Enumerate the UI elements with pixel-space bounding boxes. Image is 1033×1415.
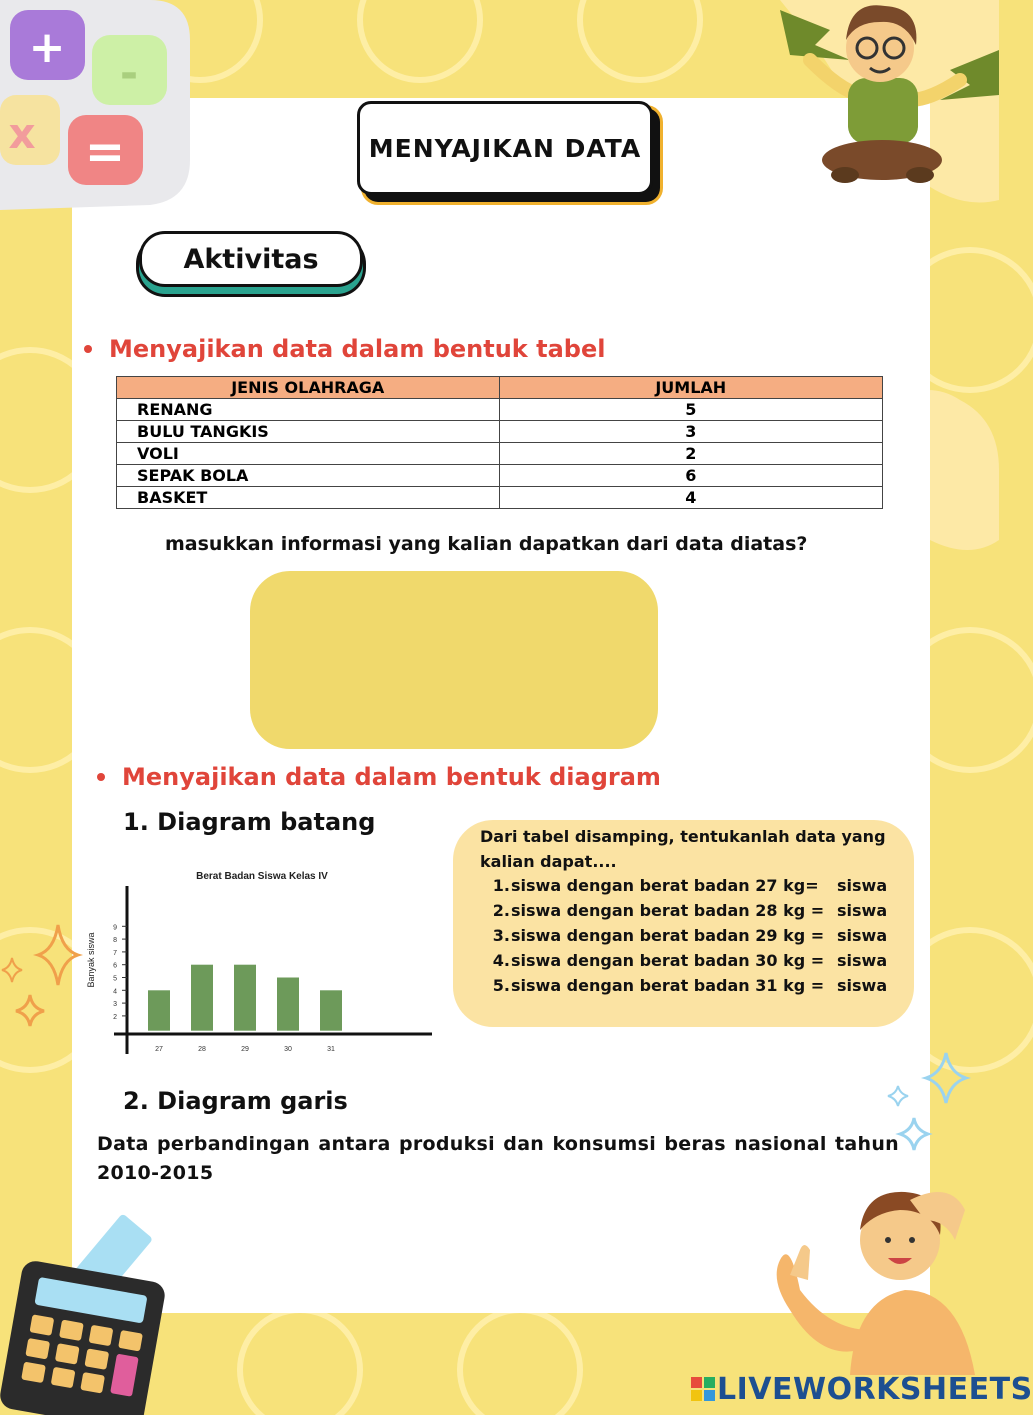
x-tick-label: 29 xyxy=(241,1046,249,1053)
x-tick-label: 28 xyxy=(198,1046,206,1053)
table-header-row xyxy=(117,377,883,399)
count-cell: 3 xyxy=(499,421,882,443)
table-row xyxy=(117,465,883,487)
section-table-heading xyxy=(84,335,605,363)
item-number: 5. xyxy=(492,976,510,995)
table-row xyxy=(117,487,883,509)
item-unit: siswa xyxy=(837,926,888,945)
count-cell: 2 xyxy=(499,443,882,465)
chart-title: Berat Badan Siswa Kelas IV xyxy=(196,871,328,882)
answer-input-box[interactable] xyxy=(250,571,658,749)
y-tick-label: 5 xyxy=(113,975,117,983)
count-cell: 6 xyxy=(499,465,882,487)
item-number: 3. xyxy=(492,926,510,945)
sport-cell: VOLI xyxy=(117,443,500,465)
column-header-count: JUMLAH xyxy=(499,377,882,399)
y-tick-label: 2 xyxy=(113,1013,117,1021)
activity-badge xyxy=(139,231,363,287)
boy-illustration xyxy=(760,1180,999,1375)
svg-text:+: + xyxy=(28,22,66,73)
table-question: masukkan informasi yang kalian dapatkan dari data diatas? xyxy=(165,533,808,555)
bar-29 xyxy=(234,965,256,1031)
list-item[interactable] xyxy=(480,948,900,973)
bullet-icon xyxy=(84,345,92,353)
brand-name: LIVEWORKSHEETS xyxy=(717,1372,1033,1407)
bar-27 xyxy=(148,990,170,1030)
y-tick-label: 8 xyxy=(113,937,117,945)
page-title: MENYAJIKAN DATA xyxy=(368,133,642,163)
svg-text:-: - xyxy=(119,48,139,99)
sport-cell: RENANG xyxy=(117,399,500,421)
item-text: siswa dengan berat badan 31 kg = xyxy=(511,976,825,995)
item-number: 2. xyxy=(492,901,510,920)
y-tick-label: 7 xyxy=(113,949,117,957)
item-text: siswa dengan berat badan 27 kg= xyxy=(511,876,819,895)
item-unit: siswa xyxy=(837,876,888,895)
table-row xyxy=(117,443,883,465)
y-tick-label: 9 xyxy=(113,924,117,932)
brand-icon xyxy=(691,1375,717,1405)
section-diagram-heading-text: Menyajikan data dalam bentuk diagram xyxy=(122,763,661,791)
item-text: siswa dengan berat badan 29 kg = xyxy=(511,926,825,945)
calculator-illustration xyxy=(0,1215,165,1415)
item-unit: siswa xyxy=(837,976,888,995)
page-title-box xyxy=(357,101,653,195)
sport-cell: SEPAK BOLA xyxy=(117,465,500,487)
list-item[interactable] xyxy=(480,873,900,898)
chart-question-list xyxy=(480,873,900,998)
svg-text:=: = xyxy=(84,124,126,180)
sport-cell: BULU TANGKIS xyxy=(117,421,500,443)
item-text: siswa dengan berat badan 30 kg = xyxy=(511,951,825,970)
item-text: siswa dengan berat badan 28 kg = xyxy=(511,901,825,920)
table-row xyxy=(117,399,883,421)
line-chart-description: Data perbandingan antara produksi dan konsumsi beras nasional tahun 2010-2015 xyxy=(97,1133,899,1184)
girl-illustration xyxy=(770,0,999,200)
bar-chart xyxy=(82,858,442,1058)
chart-question-intro: Dari tabel disamping, tentukanlah data yang kalian dapat.... xyxy=(480,827,886,871)
sparkle-icon xyxy=(0,920,80,1030)
count-cell: 4 xyxy=(499,487,882,509)
svg-text:x: x xyxy=(8,109,36,158)
x-tick-label: 27 xyxy=(155,1046,163,1053)
y-tick-label: 6 xyxy=(113,962,117,970)
sports-table xyxy=(116,376,883,509)
item-number: 1. xyxy=(492,876,510,895)
list-item[interactable] xyxy=(480,973,900,998)
bar-31 xyxy=(320,990,342,1030)
activity-label: Aktivitas xyxy=(183,243,319,275)
list-item[interactable] xyxy=(480,923,900,948)
brand-logo[interactable] xyxy=(691,1372,1033,1407)
x-tick-label: 31 xyxy=(327,1046,335,1053)
item-number: 4. xyxy=(492,951,510,970)
bar-chart-heading: 1. Diagram batang xyxy=(123,808,376,836)
sport-cell: BASKET xyxy=(117,487,500,509)
bar-30 xyxy=(277,978,299,1031)
list-item[interactable] xyxy=(480,898,900,923)
x-tick-label: 30 xyxy=(284,1046,292,1053)
section-diagram-heading xyxy=(97,763,661,791)
chart-y-axis-label: Banyak siswa xyxy=(86,932,96,988)
column-header-sport: JENIS OLAHRAGA xyxy=(117,377,500,399)
bar-28 xyxy=(191,965,213,1031)
y-tick-label: 3 xyxy=(113,1001,117,1009)
section-table-heading-text: Menyajikan data dalam bentuk tabel xyxy=(109,335,606,363)
bullet-icon xyxy=(97,773,105,781)
item-unit: siswa xyxy=(837,951,888,970)
calculator-keypad-illustration xyxy=(0,0,190,210)
item-unit: siswa xyxy=(837,901,888,920)
table-row xyxy=(117,421,883,443)
y-tick-label: 4 xyxy=(113,988,117,996)
count-cell: 5 xyxy=(499,399,882,421)
line-chart-heading: 2. Diagram garis xyxy=(123,1087,348,1115)
